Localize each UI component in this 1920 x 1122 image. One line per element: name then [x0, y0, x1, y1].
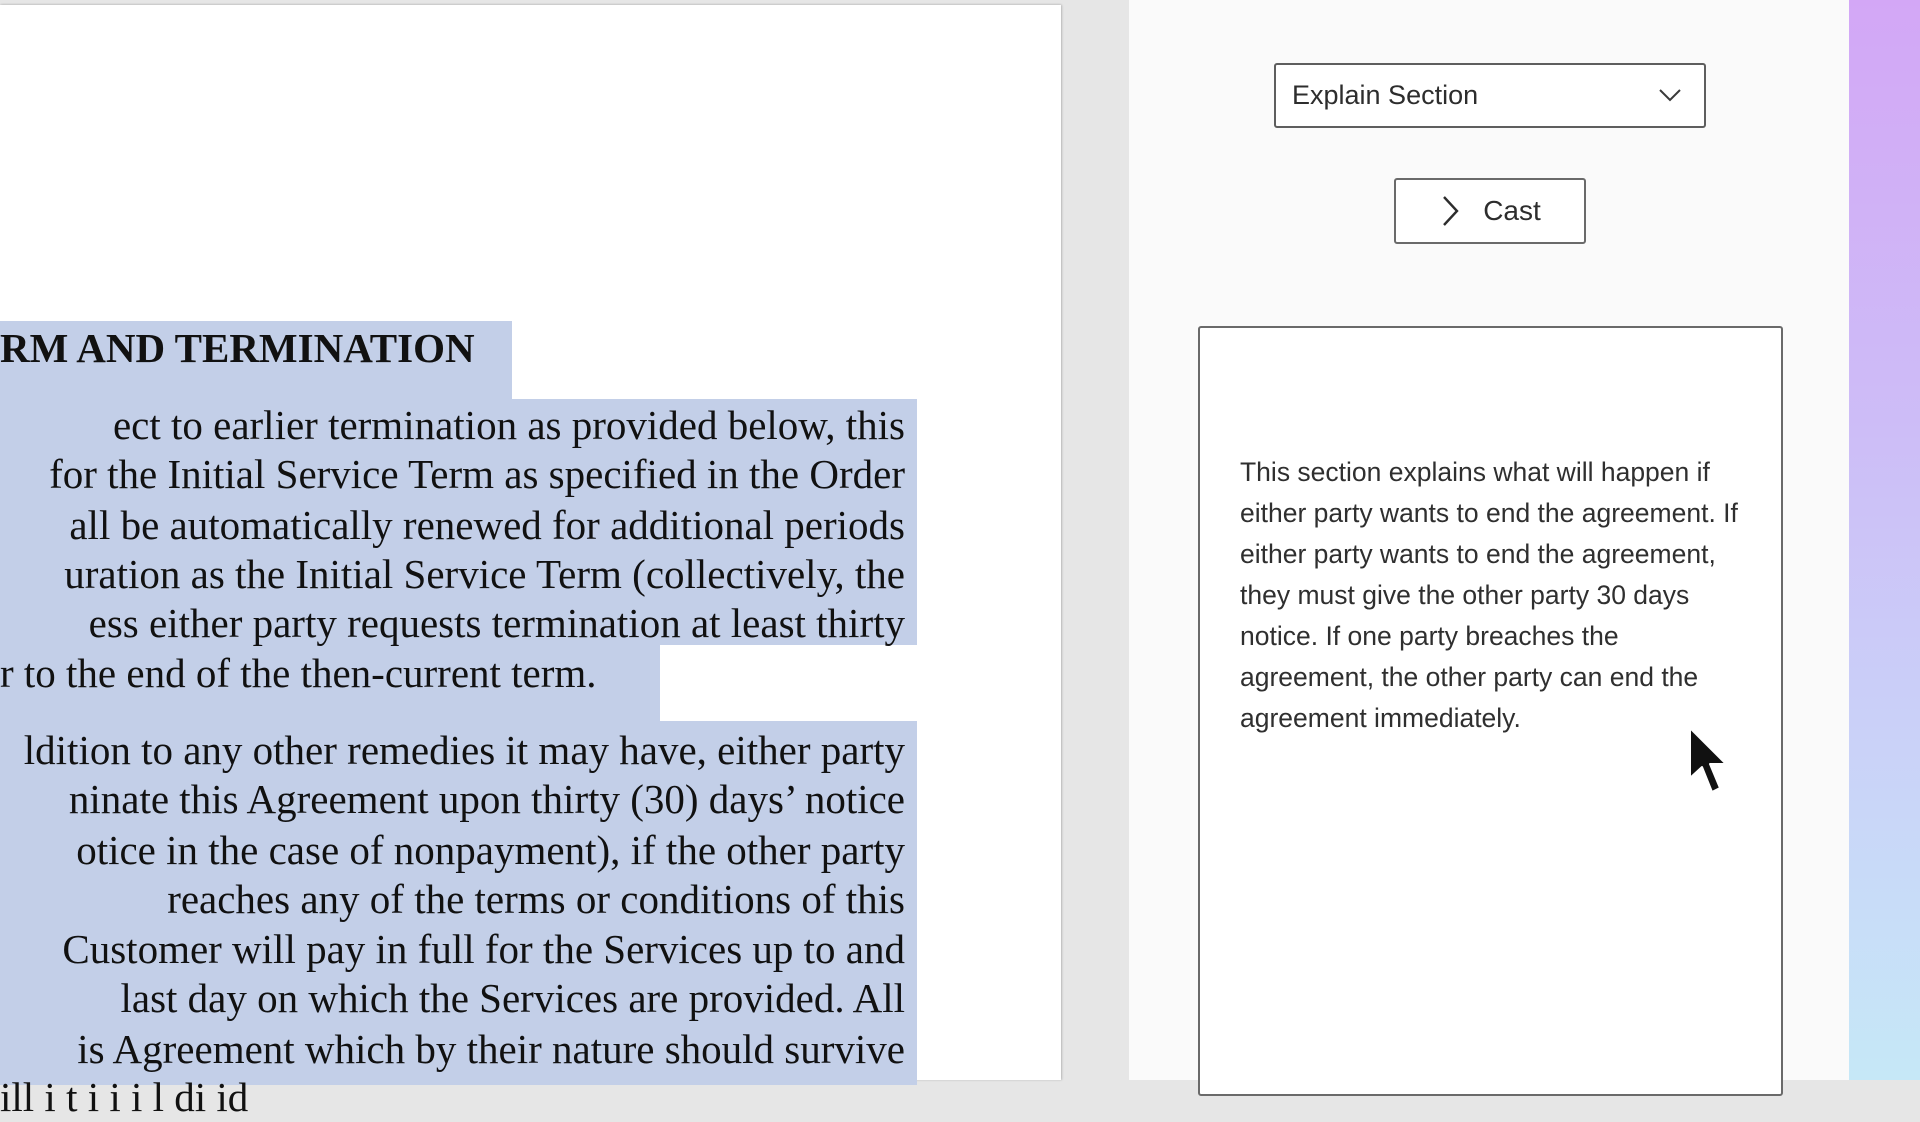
doc-line[interactable]: reaches any of the terms or conditions of this [167, 876, 905, 922]
doc-line[interactable]: uration as the Initial Service Term (collectively, the [64, 551, 905, 597]
doc-line[interactable]: all be automatically renewed for additional periods [69, 502, 905, 548]
doc-line[interactable]: r to the end of the then-current term. [0, 650, 597, 696]
cast-button[interactable] [1394, 178, 1586, 244]
mouse-cursor-icon [1688, 726, 1734, 800]
doc-line[interactable]: for the Initial Service Term as specified in the Order [49, 451, 905, 497]
doc-line[interactable]: is Agreement which by their nature should survive [77, 1026, 905, 1072]
section-heading[interactable]: RM AND TERMINATION [0, 325, 475, 371]
cast-button-label: Cast [1483, 195, 1541, 226]
mode-select[interactable] [1274, 63, 1706, 128]
output-box[interactable] [1198, 326, 1783, 1096]
doc-line[interactable]: ill i t i i i l di id [0, 1074, 249, 1120]
side-pane [1129, 0, 1849, 1080]
gradient-strip [1849, 0, 1920, 1080]
document-page[interactable] [0, 5, 1061, 1120]
output-text: This section explains what will happen if either party wants to end the agreement. If either party wants to end the agreement, they must give the other party 30 days notice. If one party breaches the agreement, the other party can end the agreement immediately. [1240, 457, 1738, 733]
doc-line[interactable]: otice in the case of nonpayment), if the other party [76, 827, 905, 873]
chevron-down-icon [1658, 85, 1682, 105]
doc-line[interactable]: ninate this Agreement upon thirty (30) days’ notice [68, 776, 905, 822]
chevron-right-icon [1439, 194, 1461, 228]
mode-select-value: Explain Section [1292, 80, 1479, 110]
doc-line[interactable]: ess either party requests termination at least thirty [88, 600, 905, 646]
doc-line[interactable]: ldition to any other remedies it may have, either party [23, 727, 905, 773]
doc-line[interactable]: ect to earlier termination as provided below, this [112, 402, 905, 448]
doc-line[interactable]: Customer will pay in full for the Services up to and [62, 926, 905, 972]
doc-line[interactable]: last day on which the Services are provided. All [120, 975, 905, 1021]
